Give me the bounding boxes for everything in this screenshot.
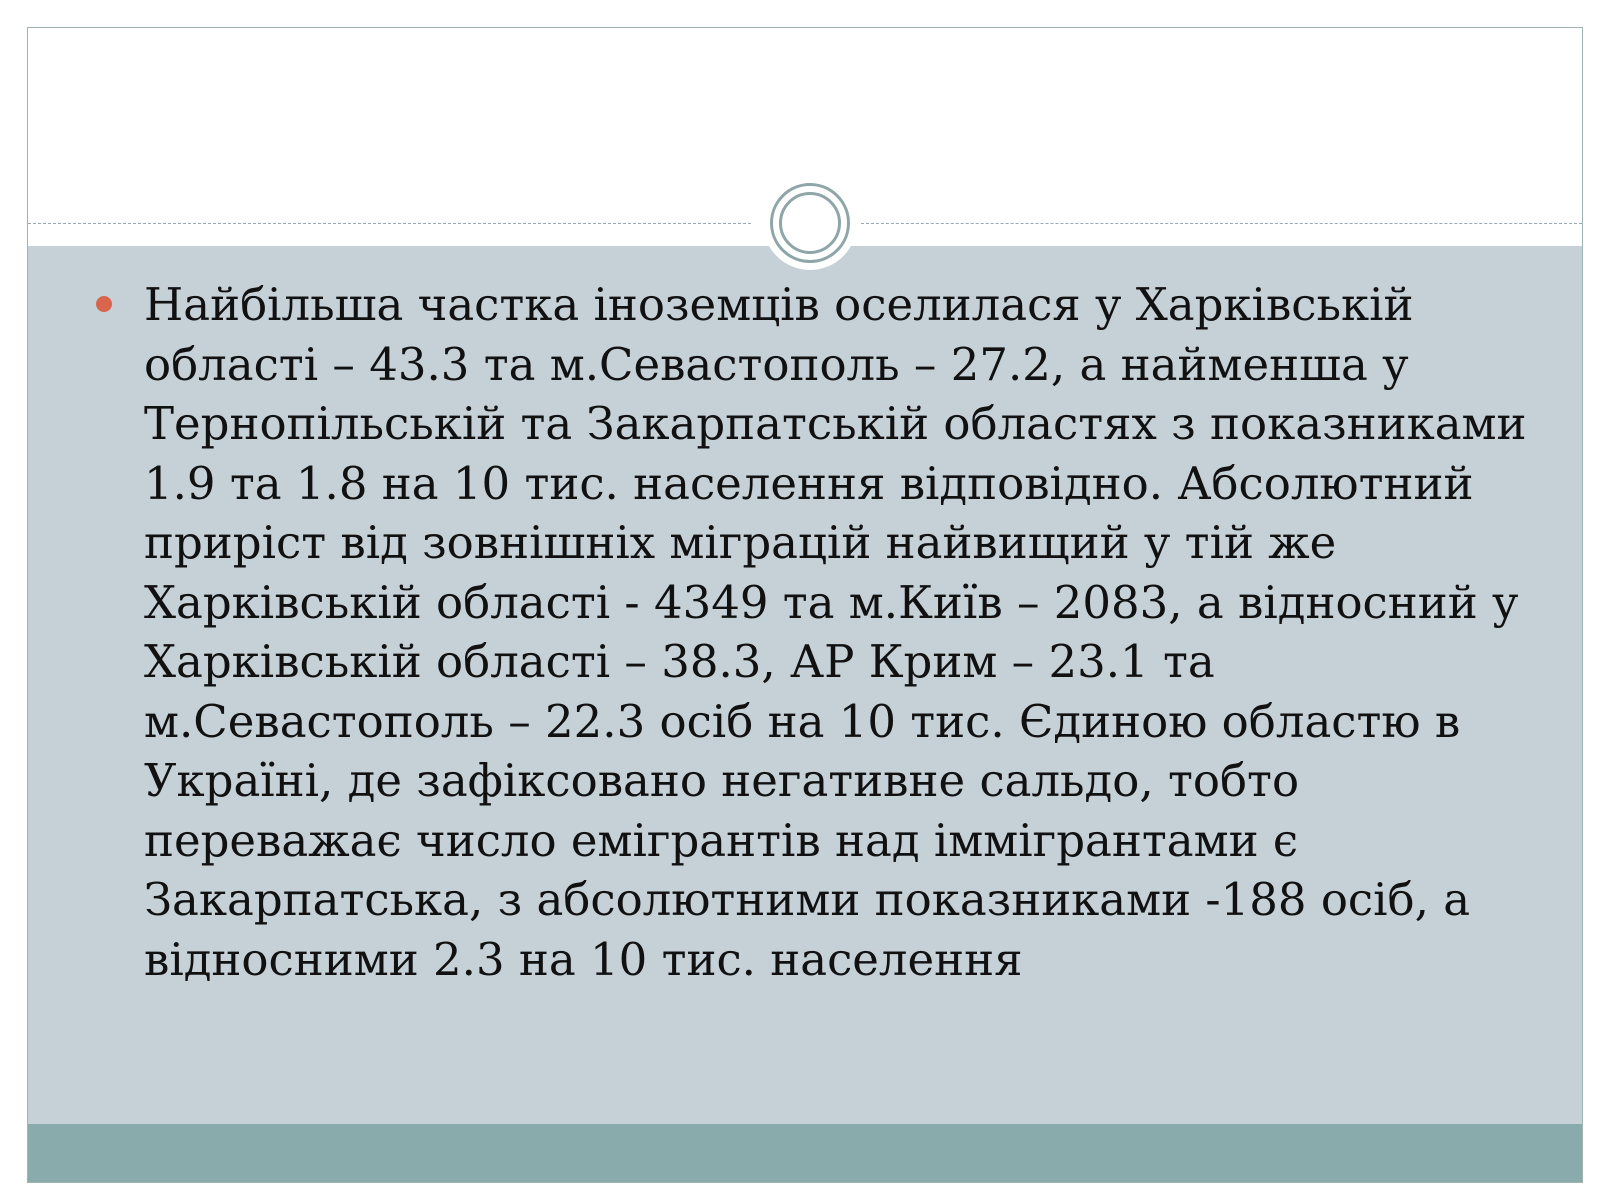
double-ring-icon — [763, 176, 857, 270]
divider-line-left — [28, 223, 751, 224]
bullet-text: Найбільша частка іноземців оселилася у Харківській області – 43.3 та м.Севастополь – 27.2, а найменша у Тернопільській та Закарпатській областях з показниками 1.9 та 1.8 на 10 тис. населення відповідно. Абсолютний приріст від зовнішніх міграцій найвищий у тій же Харківській області - 4349 та м.Київ – 2083, а відносний у Харківській області – 38.3, АР Крим – 23.1 та м.Севастополь – 22.3 осіб на 10 тис. Єдиною областю в Україні, де зафіксовано негативне сальдо, тобто переважає число емігрантів над іммігрантами є Закарпатська, з абсолютними показниками -188 осіб, а відносними 2.3 на 10 тис. населення — [144, 278, 1527, 986]
outer-ring — [770, 183, 850, 263]
slide — [27, 27, 1583, 1183]
bullet-dot-icon — [96, 296, 112, 312]
footer-band — [28, 1124, 1582, 1183]
bullet-list — [78, 275, 1548, 989]
inner-ring — [779, 192, 841, 254]
divider-line-right — [861, 223, 1582, 224]
bullet-item — [78, 275, 1548, 989]
